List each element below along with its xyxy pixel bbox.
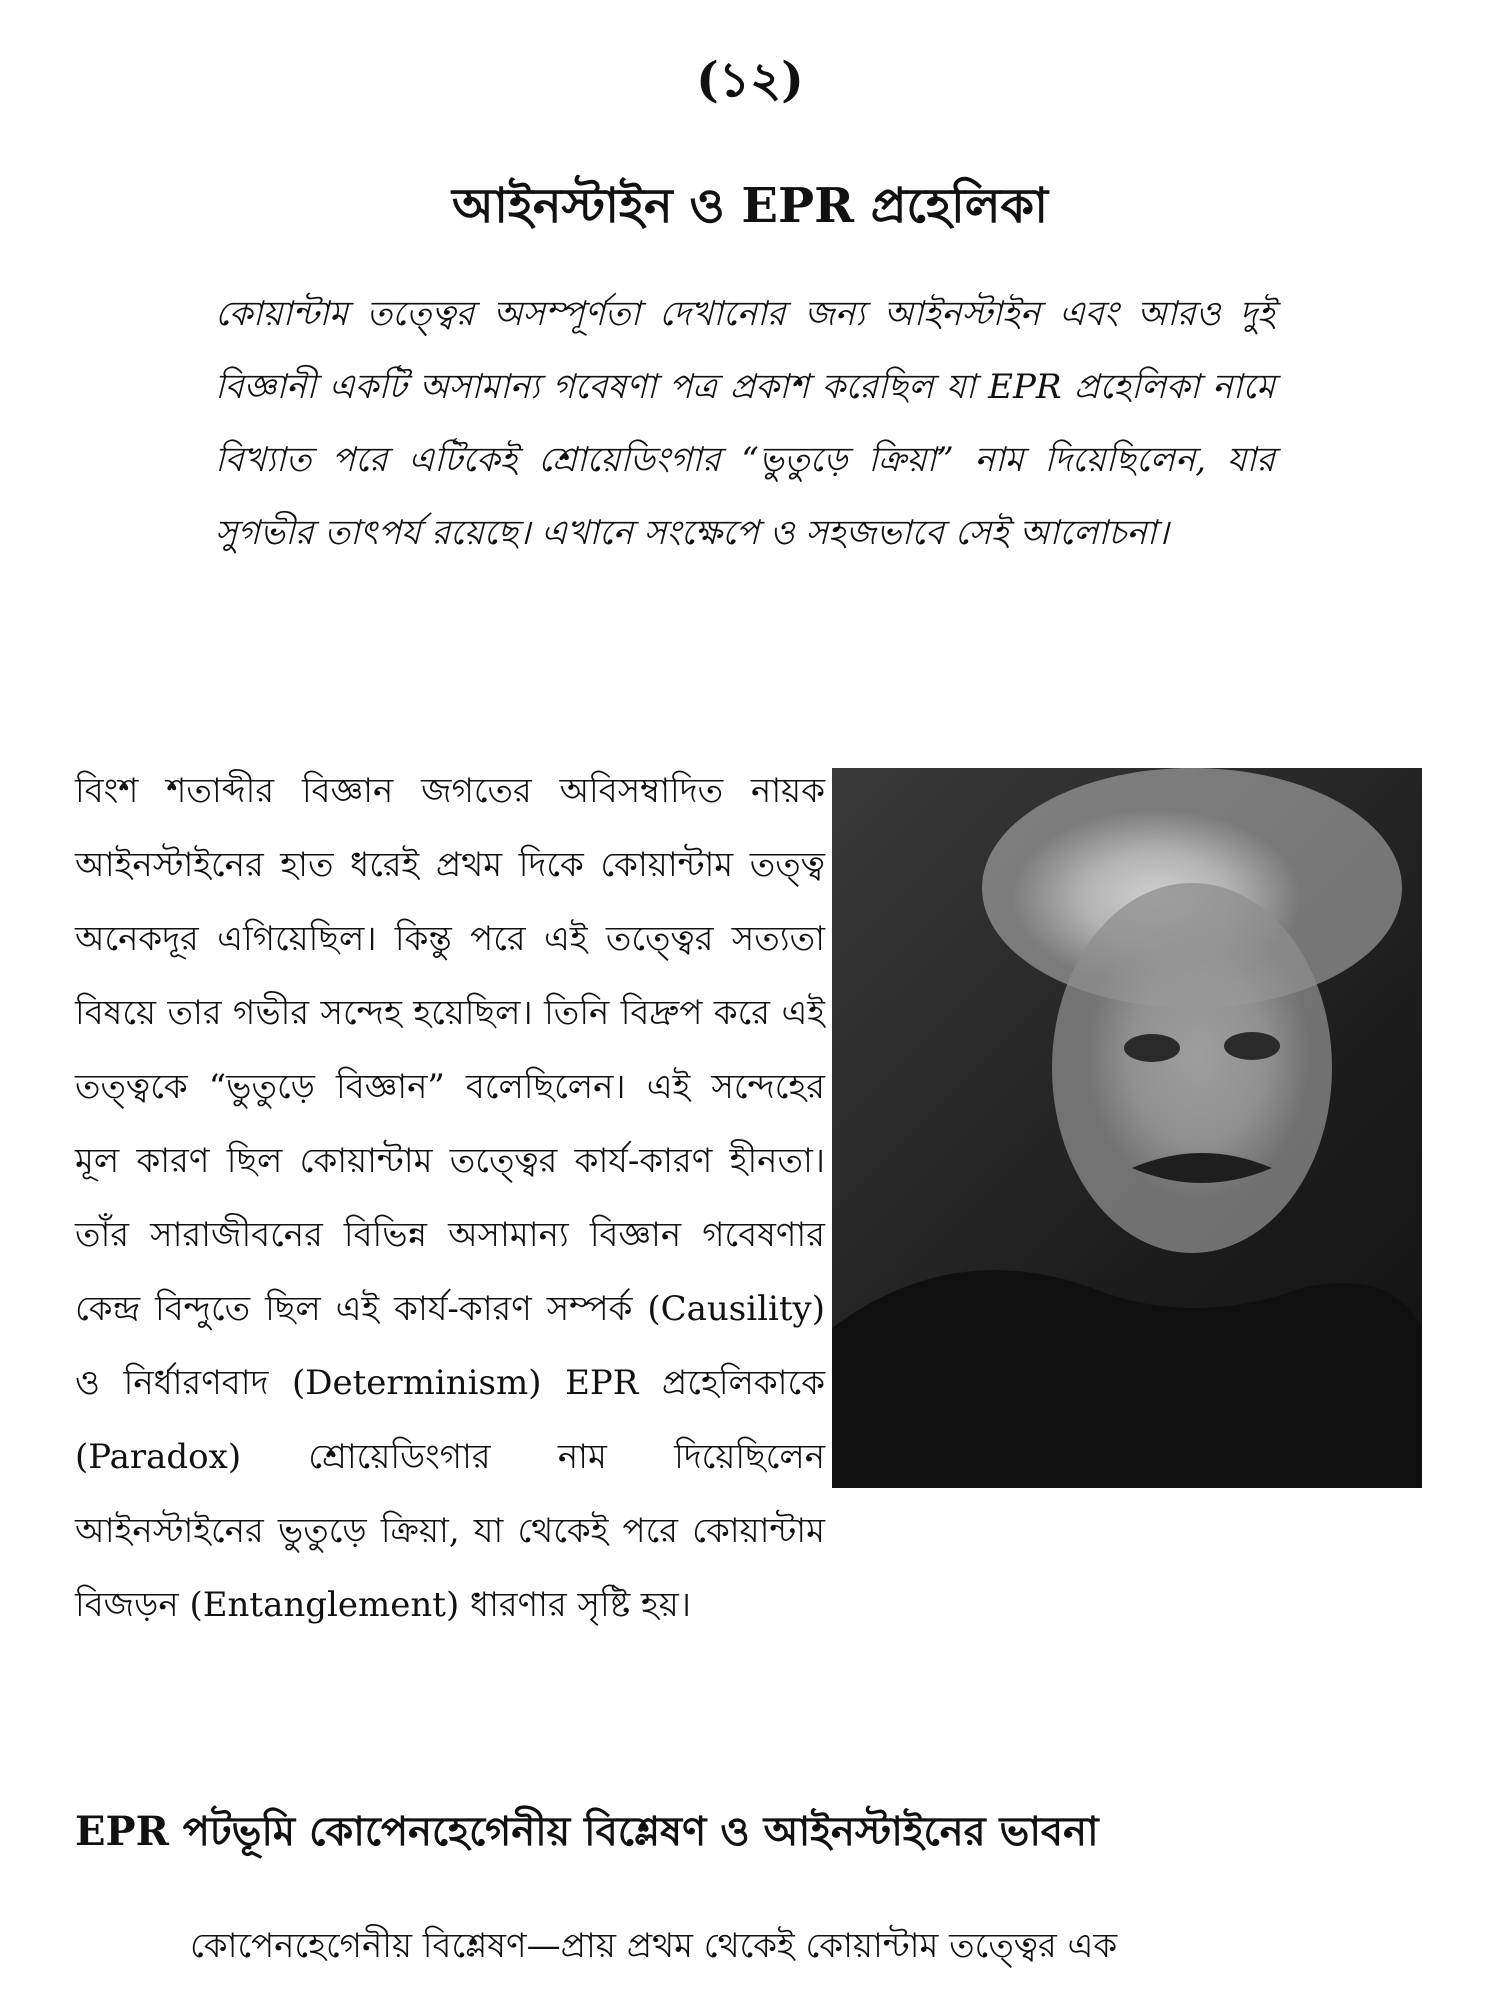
image-wrap-space — [837, 754, 1425, 1514]
abstract-paragraph: কোয়ান্টাম তত্ত্বের অসম্পূর্ণতা দেখানোর জন্য আইনস্টাইন এবং আরও দুই বিজ্ঞানী একটি অসামান্য গবেষণা পত্র প্রকাশ করেছিল যা EPR প্রহেলিকা নামে বিখ্যাত পরে এটিকেই শ্রোয়েডিংগার “ভুতুড়ে ক্রিয়া” নাম দিয়েছিলেন, যার সুগভীর তাৎপর্য রয়েছে। এখানে সংক্ষেপে ও সহজভাবে সেই আলোচনা। — [215, 294, 1275, 553]
body-text: বিংশ শতাব্দীর বিজ্ঞান জগতের অবিসম্বাদিত নায়ক আইনস্টাইনের হাত ধরেই প্রথম দিকে কোয়ান্টাম তত্ত্ব অনেকদূর এগিয়েছিল। কিন্তু পরে এই তত্ত্বের সত্যতা বিষয়ে তার গভীর সন্দেহ হয়েছিল। তিনি বিদ্রুপ করে এই তত্ত্বকে “ভুতুড়ে বিজ্ঞান” বলেছিলেন। এই সন্দেহের মূল কারণ ছিল কোয়ান্টাম তত্ত্বের কার্য-কারণ হীনতা। তাঁর সারাজীবনের বিভিন্ন অসামান্য বিজ্ঞান গবেষণার কেন্দ্র বিন্দুতে ছিল এই কার্য-কারণ সম্পর্ক (Causility) ও নির্ধারণবাদ (Determinism) EPR প্রহেলিকাকে (Paradox) শ্রোয়েডিংগার নাম দিয়েছিলেন আইনস্টাইনের ভুতুড়ে ক্রিয়া, যা থেকেই পরে কোয়ান্টাম বিজড়ন (Entanglement) ধারণার সৃষ্টি হয়। — [75, 771, 825, 1625]
page-number: (১২) — [696, 52, 804, 108]
chapter-title: আইনস্টাইন ও EPR প্রহেলিকা — [451, 178, 1049, 234]
continuation-line: কোপেনহেগেনীয় বিশ্লেষণ—প্রায় প্রথম থেকেই কোয়ান্টাম তত্ত্বের এক — [190, 1926, 1118, 1966]
section-heading: EPR পটভূমি কোপেনহেগেনীয় বিশ্লেষণ ও আইনস্টাইনের ভাবনা — [75, 1808, 1099, 1855]
body-paragraph — [75, 754, 1425, 1642]
